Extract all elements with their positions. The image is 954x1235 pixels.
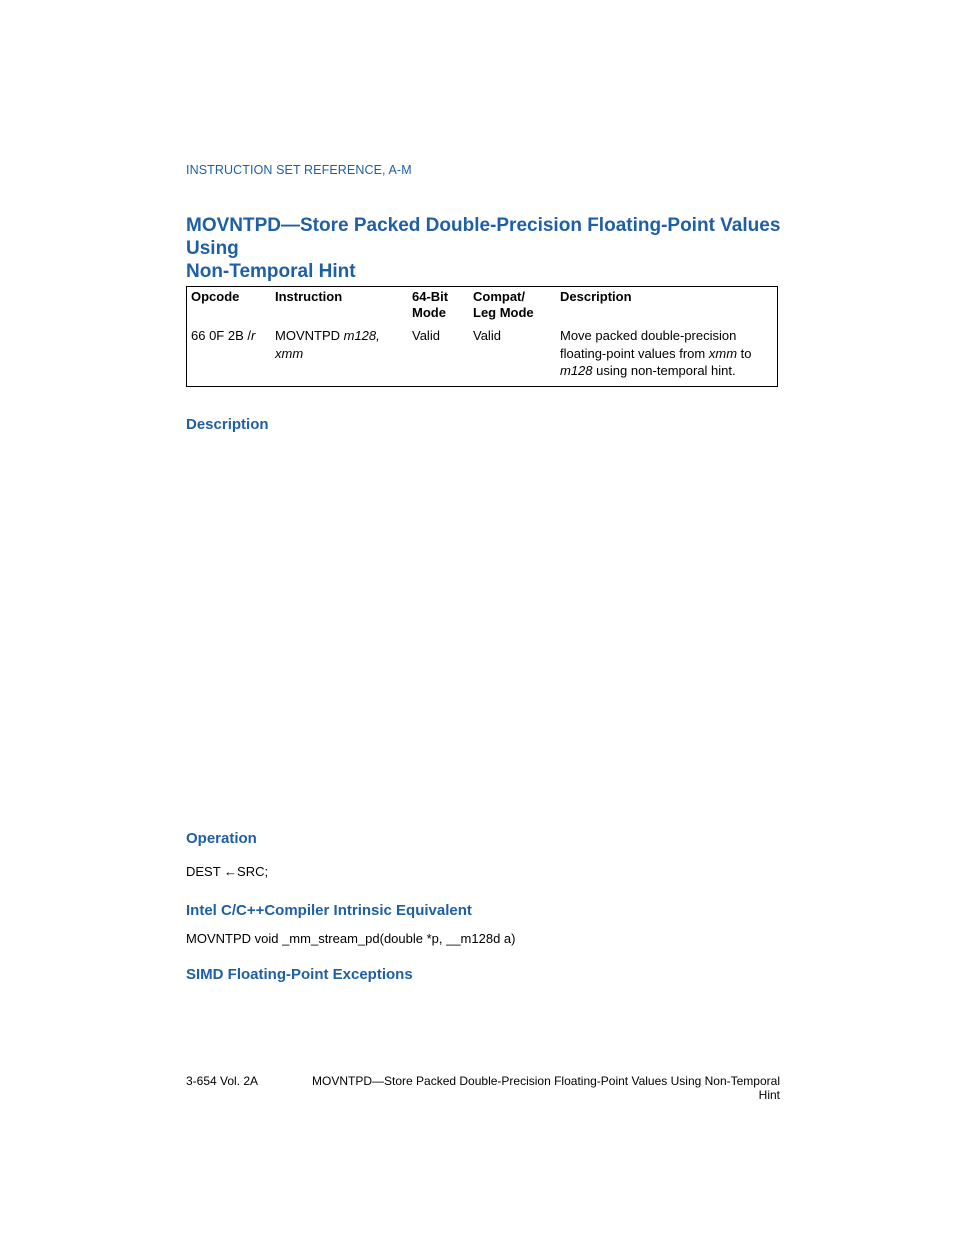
header-instruction: Instruction [275,289,343,304]
page-title [186,214,786,283]
operation-heading: Operation [186,830,257,847]
cell-compat-mode: Valid [473,328,501,343]
table-header-row [187,287,778,328]
intrinsic-code: MOVNTPD void _mm_stream_pd(double *p, __m128d a) [186,931,516,946]
simd-exceptions-heading: SIMD Floating-Point Exceptions [186,966,413,983]
running-head: INSTRUCTION SET REFERENCE, A-M [186,163,412,177]
title-line-1: MOVNTPD—Store Packed Double-Precision Floating-Point Values Using [186,215,781,259]
cell-description: Move packed double-precision floating-point values from xmm to m128 using non-temporal hint. [560,328,752,378]
description-heading: Description [186,416,269,433]
cell-instruction: MOVNTPD m128, xmm [275,328,380,361]
header-description: Description [560,289,632,304]
footer-title: MOVNTPD—Store Packed Double-Precision Floating-Point Values Using Non-Temporal Hint [312,1074,780,1102]
opcode-table [186,286,778,387]
header-64bit-mode: 64-Bit Mode [412,289,449,320]
cell-64bit-mode: Valid [412,328,440,343]
header-compat-mode: Compat/ Leg Mode [473,289,534,320]
header-opcode: Opcode [191,289,240,304]
cell-opcode: 66 0F 2B /r [191,328,256,343]
table-row [187,327,778,386]
intrinsic-heading: Intel C/C++Compiler Intrinsic Equivalent [186,902,472,919]
footer-page-number: 3-654 Vol. 2A [186,1074,259,1088]
title-line-2: Non-Temporal Hint [186,261,356,282]
operation-code: DEST ←SRC; [186,864,269,879]
